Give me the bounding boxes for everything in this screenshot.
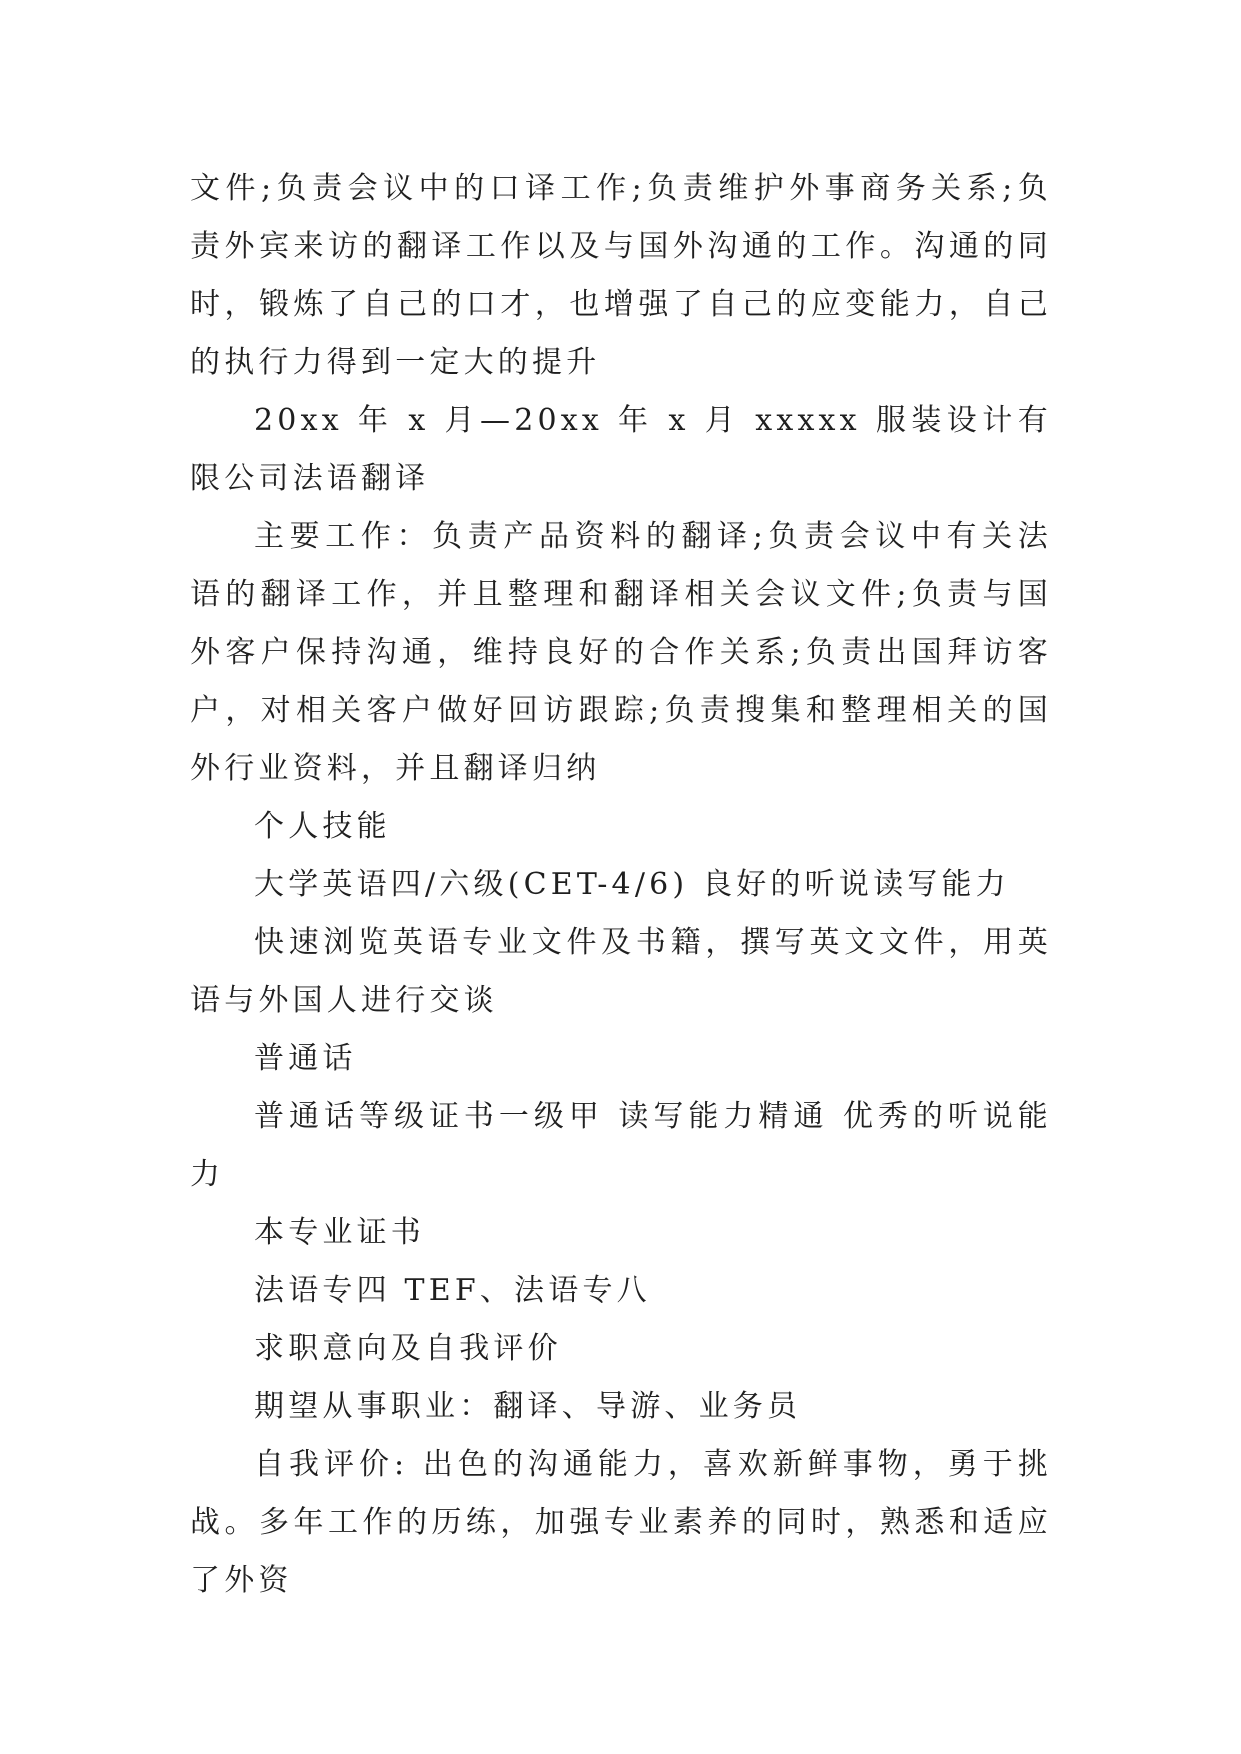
paragraph-mandarin-level: 普通话等级证书一级甲 读写能力精通 优秀的听说能力 (190, 1099, 1052, 1192)
paragraph-work-duties-continued: 文件;负责会议中的口译工作;负责维护外事商务关系;负责外宾来访的翻译工作以及与国外沟通的工作。沟通的同时，锻炼了自己的口才，也增强了自己的应变能力，自己的执行力得到一定大的提升 (190, 171, 1052, 380)
paragraph-english-level: 大学英语四/六级(CET-4/6) 良好的听说读写能力 (254, 867, 1010, 902)
paragraph-english-abilities: 快速浏览英语专业文件及书籍，撰写英文文件，用英语与外国人进行交谈 (190, 925, 1052, 1018)
heading-mandarin: 普通话 (254, 1041, 357, 1076)
paragraph-main-work: 主要工作：负责产品资料的翻译;负责会议中有关法语的翻译工作，并且整理和翻译相关会议文件;负责与国外客户保持沟通，维持良好的合作关系;负责出国拜访客户，对相关客户做好回访跟踪;负责搜集和整理相关的国外行业资料，并且翻译归纳 (190, 519, 1052, 786)
heading-job-intention: 求职意向及自我评价 (254, 1331, 562, 1366)
paragraph-french-certificates: 法语专四 TEF、法语专八 (254, 1273, 651, 1308)
paragraph-self-evaluation: 自我评价: 出色的沟通能力，喜欢新鲜事物，勇于挑战。多年工作的历练，加强专业素养的同时，熟悉和适应了外资 (190, 1447, 1052, 1598)
paragraph-employment-period: 20xx 年 x 月—20xx 年 x 月 xxxxx 服装设计有限公司法语翻译 (190, 403, 1052, 496)
heading-personal-skills: 个人技能 (254, 809, 391, 844)
document-body (190, 160, 1052, 1610)
paragraph-expected-jobs: 期望从事职业：翻译、导游、业务员 (254, 1389, 802, 1424)
heading-professional-certificates: 本专业证书 (254, 1215, 425, 1250)
